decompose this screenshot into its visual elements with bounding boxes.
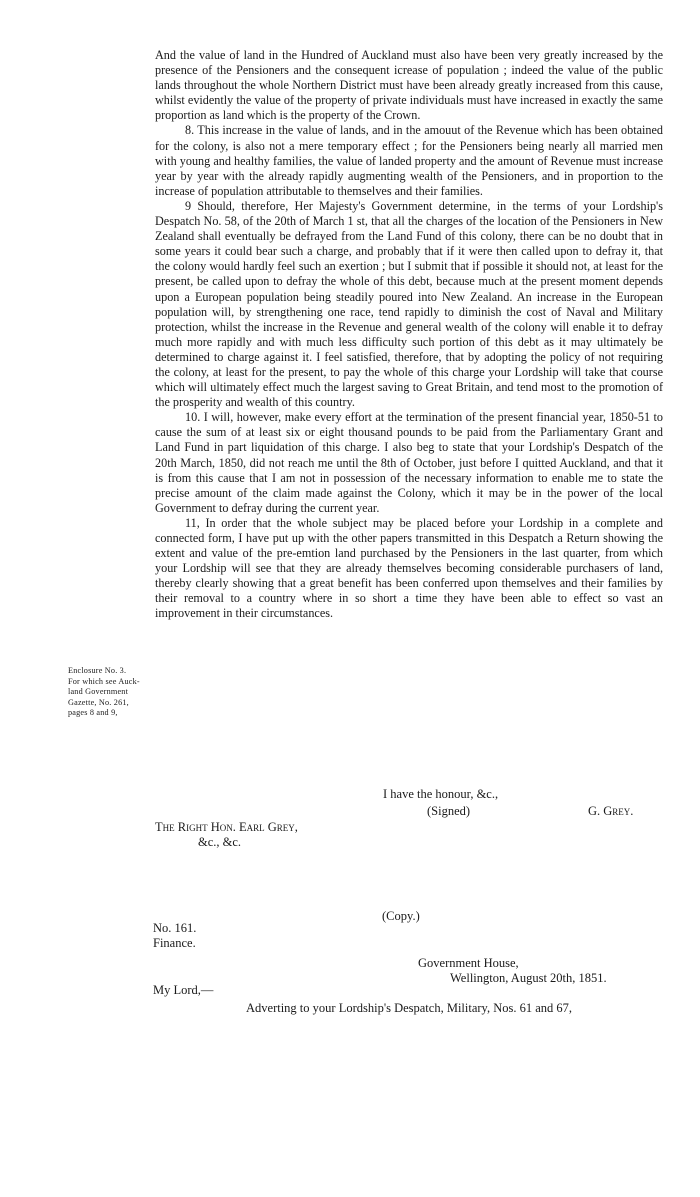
despatch-body xyxy=(155,48,663,622)
margin-note-line: For which see Auck- xyxy=(68,676,140,686)
address-date: Wellington, August 20th, 1851. xyxy=(450,971,607,985)
address-place: Government House, xyxy=(418,956,519,970)
signature-name: G. Grey. xyxy=(588,804,634,818)
paragraph-9: 9 Should, therefore, Her Majesty's Government determine, in the terms of your Lordship's Despatch No. 58, of the 20th of March 1 st, that all the charges of the location of the Pensioners in New Zealand shall eventually be defrayed from the Land Fund of this colony, there can be no doubt that in some years it could bear such a charge, and probably that if it were then called upon to defray it, that the colony would hardly feel such an exertion ; but I submit that if possible it should not, at least for the present, be called upon to defray the whole of this debt, because much at the present moment depends upon a European population being steadily poured into New Zealand. An increase in the European population will, by strengthening one race, tend rapidly to diminish the cost of Naval and Military protection, whilst the increase in the Revenue and general wealth of the colony will enable it to defray much more rapidly and with much less difficulty such portion of this debt as it may ultimately be determined to charge against it. I feel satisfied, therefore, that by adopting the policy of not requiring the colony, at least for the present, to pay the whole of this charge your Lordship will take that course which will ultimately effect much the largest saving to Great Britain, and tend most to the promotion of the prosperity and wealth of this country. xyxy=(155,198,663,410)
margin-note-line: land Government xyxy=(68,687,129,697)
opening-line: Adverting to your Lordship's Despatch, Military, Nos. 61 and 67, xyxy=(246,1001,573,1015)
addressee-etc: &c., &c. xyxy=(198,835,242,849)
margin-note-enclosure xyxy=(68,666,158,719)
closing-honour: I have the honour, &c., xyxy=(383,787,499,801)
closing-signed: (Signed) xyxy=(427,804,471,818)
paragraph-continued: And the value of land in the Hundred of Auckland must also have been very greatly increased by the presence of the Pensioners and the consequent icrease of population ; indeed the value of the public lands throughout the whole Northern District must have been already greatly increased from this cause, whilst evidently the value of the property of private individuals must have increased in exactly the same proportion as land which is the property of the Crown. xyxy=(155,48,663,123)
addressee-block xyxy=(155,820,298,850)
despatch-number: No. 161. xyxy=(153,921,197,935)
address-block xyxy=(418,956,607,986)
salutation: My Lord,— xyxy=(153,983,214,997)
margin-note-line: pages 8 and 9, xyxy=(68,708,118,718)
copy-heading: (Copy.) xyxy=(382,909,420,923)
despatch-department: Finance. xyxy=(153,936,196,950)
addressee-name: The Right Hon. Earl Grey, xyxy=(155,820,298,834)
margin-note-line: Gazette, No. 261, xyxy=(68,697,129,707)
despatch-number-block xyxy=(153,921,196,951)
paragraph-10: 10. I will, however, make every effort at the termination of the present financial year, 1850-51 to cause the sum of at least six or eight thousand pounds to be paid from the Parliamentary Grant and Land Fund in part liquidation of this charge. I also beg to state that your Lordship's Despatch of the 20th March, 1850, did not reach me until the 8th of October, just before I quitted Auckland, and that it is from this cause that I am not in possession of the necessary information to enable me to state the precise amount of the claim made against the Colony, which it may be in the power of the local Government to defray during the current year. xyxy=(155,410,663,515)
margin-note-line: Enclosure No. 3. xyxy=(68,666,127,675)
paragraph-11: 11, In order that the whole subject may be placed before your Lordship in a complete and connected form, I have put up with the other papers transmitted in this Despatch a Return showing the extent and value of the pre-emtion land purchased by the Pensioners in the last quarter, from which your Lordship will see that they are already themselves becoming considerable purchasers of land, thereby clearly showing that a great benefit has been conferred upon themselves and their families by their removal to a country where in so short a time they have been able to effect so vast an improvement in their circumstances. xyxy=(155,515,663,621)
paragraph-8: 8. This increase in the value of lands, and in the amouut of the Revenue which has been obtained for the colony, is also not a mere temporary effect ; for the Pensioners being nearly all married men with young and healthy families, the value of landed property and the amount of Revenue must increase year by year with the already rapidly augmenting wealth of the Pensioners, and in proportion to the increase of population attributable to themselves and their families. xyxy=(155,123,663,198)
